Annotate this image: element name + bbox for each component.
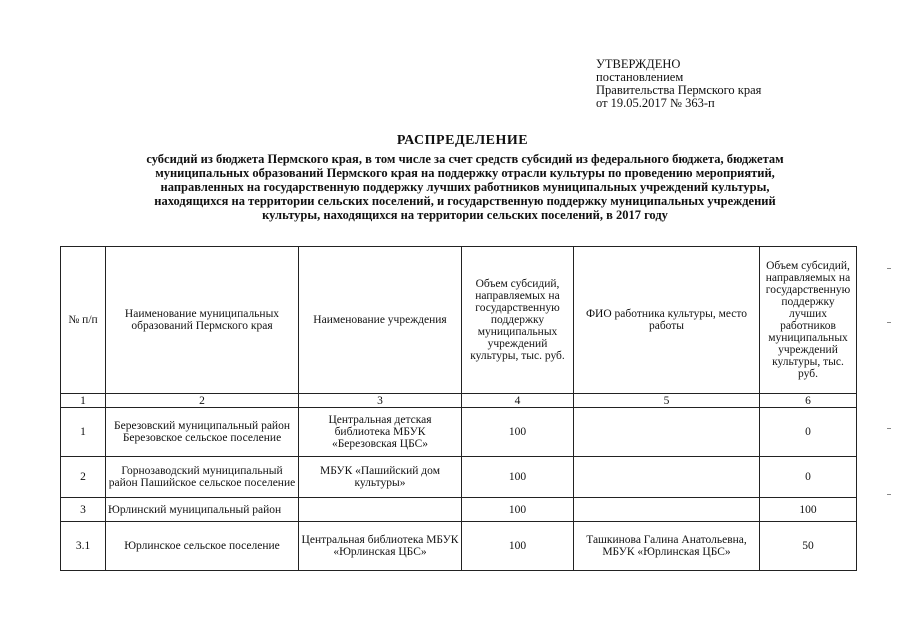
cell-institution <box>299 498 462 522</box>
cell-num: 1 <box>61 408 106 457</box>
document-subtitle <box>70 152 860 222</box>
cell-num: 2 <box>61 457 106 498</box>
header-volume-institutions: Объем субсидий, направляемых на государственную поддержку муниципальных учреждений культуры, тыс. руб. <box>462 247 574 394</box>
approval-line-government: Правительства Пермского края <box>596 83 762 97</box>
approval-line-approved: УТВЕРЖДЕНО <box>596 57 681 71</box>
subtitle-line: находящихся на территории сельских поселений, и государственную поддержку муниципальных учреждений <box>154 194 776 208</box>
cell-num: 3.1 <box>61 522 106 571</box>
subtitle-line: субсидий из бюджета Пермского края, в том числе за счет средств субсидий из федерального бюджета, бюджетам <box>146 152 784 166</box>
cell-volume-institutions: 100 <box>462 457 574 498</box>
scan-mark <box>887 268 891 269</box>
cell-num: 3 <box>61 498 106 522</box>
cell-institution: Центральная детская библиотека МБУК «Березовская ЦБС» <box>299 408 462 457</box>
column-number: 1 <box>61 394 106 408</box>
column-number: 4 <box>462 394 574 408</box>
cell-worker <box>574 498 760 522</box>
header-municipality: Наименование муниципальных образований Пермского края <box>106 247 299 394</box>
cell-volume-workers: 100 <box>760 498 857 522</box>
cell-volume-institutions: 100 <box>462 522 574 571</box>
approval-block <box>596 58 836 110</box>
cell-volume-workers: 0 <box>760 457 857 498</box>
approval-line-resolution: постановлением <box>596 70 684 84</box>
cell-institution: МБУК «Пашийский дом культуры» <box>299 457 462 498</box>
cell-institution: Центральная библиотека МБУК «Юрлинская ЦБС» <box>299 522 462 571</box>
column-number: 5 <box>574 394 760 408</box>
scan-mark <box>887 428 891 429</box>
table-row <box>61 408 857 457</box>
header-worker: ФИО работника культуры, место работы <box>574 247 760 394</box>
document-title: РАСПРЕДЕЛЕНИЕ <box>396 133 529 148</box>
scan-mark <box>887 322 891 323</box>
cell-municipality: Березовский муниципальный район Березовское сельское поселение <box>106 408 299 457</box>
column-number: 6 <box>760 394 857 408</box>
approval-line-date: от 19.05.2017 № 363-п <box>596 96 715 110</box>
table-row <box>61 522 857 571</box>
cell-volume-institutions: 100 <box>462 498 574 522</box>
header-institution: Наименование учреждения <box>299 247 462 394</box>
column-number: 2 <box>106 394 299 408</box>
table-row <box>61 498 857 522</box>
header-num: № п/п <box>61 247 106 394</box>
subtitle-line: культуры, находящихся на территории сельских поселений, в 2017 году <box>262 208 668 222</box>
column-number-row <box>61 394 857 408</box>
cell-worker <box>574 457 760 498</box>
subtitle-line: направленных на государственную поддержку лучших работников муниципальных учреждений культуры, <box>160 180 770 194</box>
cell-worker <box>574 408 760 457</box>
cell-municipality: Юрлинское сельское поселение <box>106 522 299 571</box>
header-volume-workers: Объем субсидий, направляемых на государственную поддержку лучших работников муниципальных учреждений культуры, тыс. руб. <box>760 247 857 394</box>
cell-worker: Ташкинова Галина Анатольевна, МБУК «Юрлинская ЦБС» <box>574 522 760 571</box>
cell-volume-institutions: 100 <box>462 408 574 457</box>
scan-mark <box>887 494 891 495</box>
cell-volume-workers: 50 <box>760 522 857 571</box>
table-header-row <box>61 247 857 394</box>
cell-volume-workers: 0 <box>760 408 857 457</box>
cell-municipality: Юрлинский муниципальный район <box>106 498 299 522</box>
distribution-table <box>60 246 857 571</box>
subtitle-line: муниципальных образований Пермского края на поддержку отрасли культуры по проведению мероприятий, <box>155 166 775 180</box>
column-number: 3 <box>299 394 462 408</box>
cell-municipality: Горнозаводский муниципальный район Пашийское сельское поселение <box>106 457 299 498</box>
table-row <box>61 457 857 498</box>
